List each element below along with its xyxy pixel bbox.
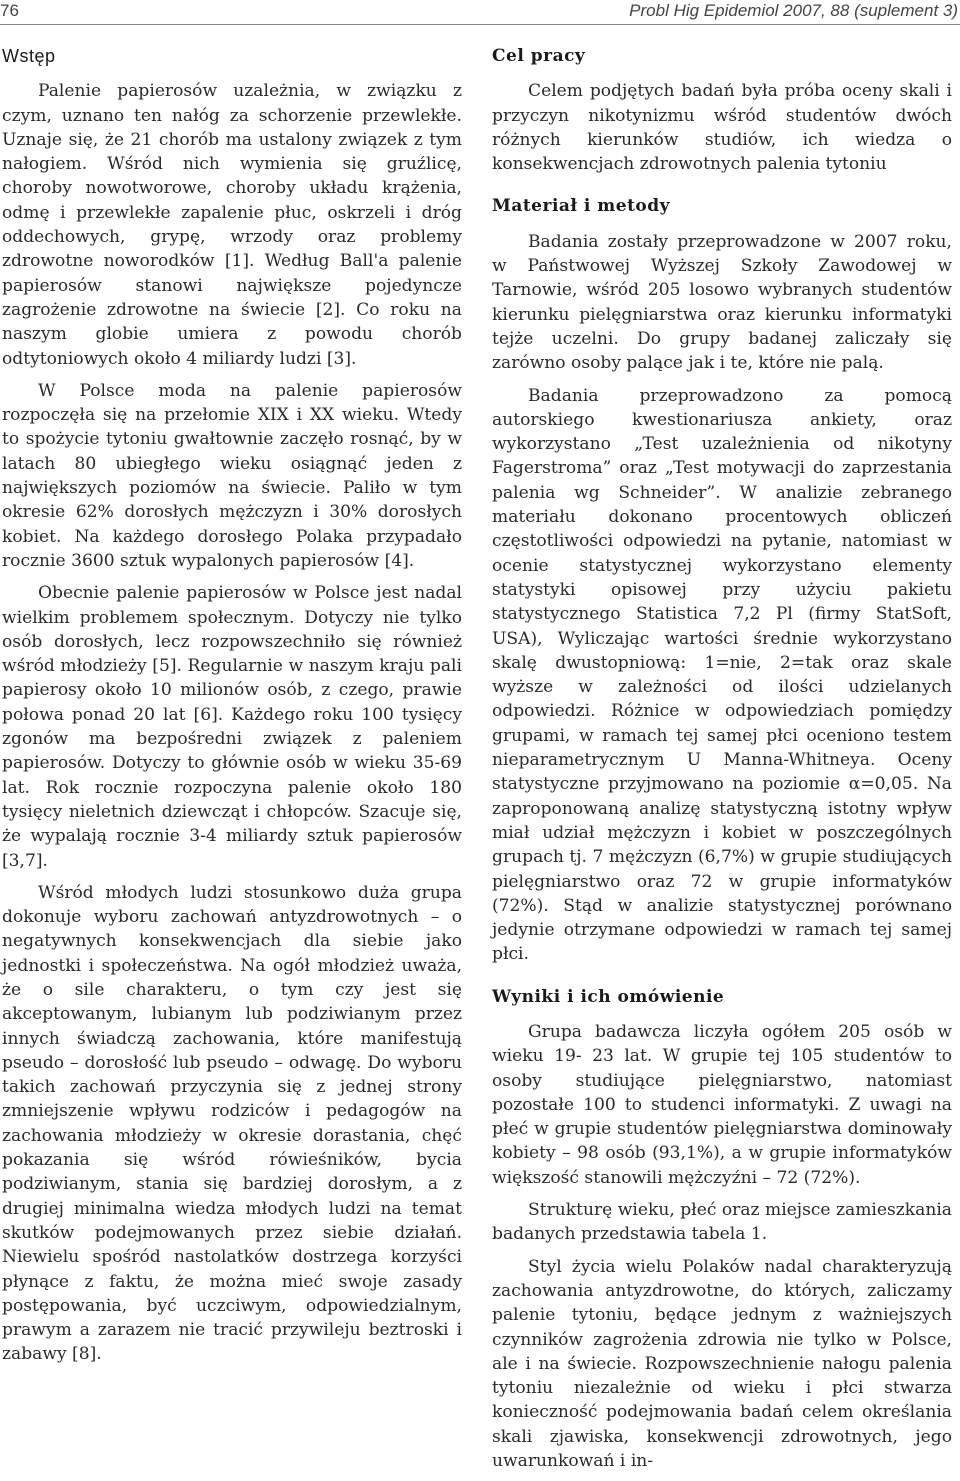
right-column bbox=[492, 44, 952, 1481]
section-heading-methods: Materiał i metody bbox=[492, 196, 671, 217]
paragraph: Wśród młodych ludzi stosunkowo duża grupa dokonuje wyboru zachowań antyzdrowotnych – o negatywnych konsekwencjach dla siebie jako jednostki i społeczeństwa. Na ogół młodzież uważa, że o sile charakteru, o tym czy jest się akceptowanym, lubianym lub podziwianym przez innych świadczą zachowania, które manifestują pseudo – dorosłość lub pseudo – odwagę. Do wyboru takich zachowań przyczynia się z jednej strony zmniejszenie wpływu rodziców i pedagogów na zachowania młodzieży w okresie dorastania, chęć pokazania się wśród rówieśników, bycia podziwianym, stania się bardziej dorosłym, a z drugiej minimalna wiedza młodych ludzi na temat skutków podejmowanych przez siebie działań. Niewielu spośród nastolatków dostrzega korzyści płynące z faktu, że można mieć swoje zasady postępowania, być uczciwym, odpowiedzialnym, prawym a zarazem nie tracić przywileju beztroski i zabawy [8]. bbox=[2, 882, 462, 1365]
paragraph: Palenie papierosów uzależnia, w związku z czym, uznano ten nałóg za schorzenie przewlekłe. Uznaje się, że 21 chorób ma ustalony związek z tym nałogiem. Wśród nich wymienia się gruźlicę, choroby nowotworowe, choroby układu krążenia, odmę i przewlekłe zapalenie płuc, oskrzeli i dróg oddechowych, grypę, wrzody oraz problemy zdrowotne noworodków [1]. Według Ball'a palenie papierosów stanowi największe pojedyncze zagrożenie zdrowotne na świecie [2]. Co roku na naszym globie umiera z powodu chorób odtytoniowych około 4 miliardy ludzi [3]. bbox=[2, 81, 462, 369]
section-heading-results: Wyniki i ich omówienie bbox=[492, 986, 725, 1007]
paragraph: Grupa badawcza liczyła ogółem 205 osób w wieku 19- 23 lat. W grupie tej 105 studentów to osoby studiujące pielęgniarstwo, natomiast pozostałe 100 to studenci informatyki. Z uwagi na płeć w grupie studentów pielęgniarstwa dominowały kobiety – 98 osób (93,1%), a w grupie informatyków większość stanowili mężczyźni – 72 (72%). bbox=[492, 1021, 952, 1188]
paragraph: Styl życia wielu Polaków nadal charakteryzują zachowania antyzdrowotne, do których, zaliczamy palenie tytoniu, będące jednym z ważniejszych czynników zagrożenia zdrowia nie tylko w Polsce, ale i na świecie. Rozpowszechnienie nałogu palenia tytoniu niezależnie od wieku i płci stwarza konieczność podejmowania badań celem określania skali zjawiska, konsekwencji zdrowotnych, jego uwarunkowań i in- bbox=[492, 1256, 952, 1472]
left-column bbox=[2, 44, 462, 1375]
paragraph: Obecnie palenie papierosów w Polsce jest nadal wielkim problemem społecznym. Dotyczy nie tylko osób dorosłych, lecz rozpowszechniło się również wśród młodzieży [5]. Regularnie w naszym kraju pali papierosy około 10 milionów osób, z czego, prawie połowa ponad 20 lat [6]. Każdego roku 100 tysięcy zgonów ma bezpośredni związek z paleniem papierosów. Dotyczy to głównie osób w wieku 35-69 lat. Rok rocznie rozpoczyna palenie około 180 tysięcy nieletnich dziewcząt i chłopców. Szacuje się, że wypalają rocznie 3-4 miliardy sztuk papierosów [3,7]. bbox=[2, 583, 462, 871]
paragraph: Badania przeprowadzono za pomocą autorskiego kwestionariusza ankiety, oraz wykorzystano „Test uzależnienia od nikotyny Fagerstroma” oraz „Test motywacji do zaprzestania palenia wg Schneider”. W analizie zebranego materiału dokonano procentowych obliczeń częstotliwości odpowiedzi na pytanie, natomiast w ocenie statystycznej wykorzystano elementy statystyki opisowej przy użyciu pakietu statystycznego Statistica 7,2 Pl (firmy StatSoft, USA), Wyliczając wartości średnie wykorzystano skalę dwustopniową: 1=nie, 2=tak oraz skale wyższe w zależności od ilości udzielanych odpowiedzi. Różnice w odpowiedziach pomiędzy grupami, w ramach tej samej płci oceniono testem nieparametrycznym U Manna-Whitneya. Oceny statystyczne przyjmowano na poziomie α=0,05. Na zaproponowaną analizę statystyczną istotny wpływ miał udział mężczyzn i kobiet w poszczególnych grupach tj. 7 mężczyzn (6,7%) w grupie studiujących pielęgniarstwo oraz 72 w grupie informatyków (72%). Stąd w analizie statystycznej porównano jedynie otrzymane odpowiedzi w ramach tej samej płci. bbox=[492, 385, 952, 965]
running-header bbox=[0, 0, 960, 24]
page-number: 76 bbox=[0, 1, 19, 20]
paragraph: Celem podjętych badań była próba oceny skali i przyczyn nikotynizmu wśród studentów dwóch różnych kierunków studiów, ich wiedza o konsekwencjach zdrowotnych palenia tytoniu bbox=[492, 81, 952, 175]
section-heading-aim: Cel pracy bbox=[492, 46, 586, 66]
section-heading-introduction: Wstęp bbox=[2, 46, 56, 66]
header-rule bbox=[0, 24, 960, 25]
paragraph: Strukturę wieku, płeć oraz miejsce zamieszkania badanych przedstawia tabela 1. bbox=[492, 1200, 952, 1245]
paragraph: W Polsce moda na palenie papierosów rozpoczęła się na przełomie XIX i XX wieku. Wtedy to spożycie tytoniu gwałtownie zaczęło rosnąć, by w latach 80 ubiegłego wieku osiągnąć jeden z największych poziomów na świecie. Paliło w tym okresie 62% dorosłych mężczyzn i 30% dorosłych kobiet. Na każdego dorosłego Polaka przypadało rocznie 3600 sztuk wypalonych papierosów [4]. bbox=[2, 380, 462, 571]
journal-reference: Probl Hig Epidemiol 2007, 88 (suplement 3) bbox=[629, 1, 958, 20]
paragraph: Badania zostały przeprowadzone w 2007 roku, w Państwowej Wyższej Szkoły Zawodowej w Tarnowie, wśród 205 losowo wybranych studentów kierunku pielęgniarstwa oraz kierunku informatyki tejże uczelni. Do grupy badanej zaliczały się zarówno osoby palące jak i te, które nie palą. bbox=[492, 231, 952, 374]
